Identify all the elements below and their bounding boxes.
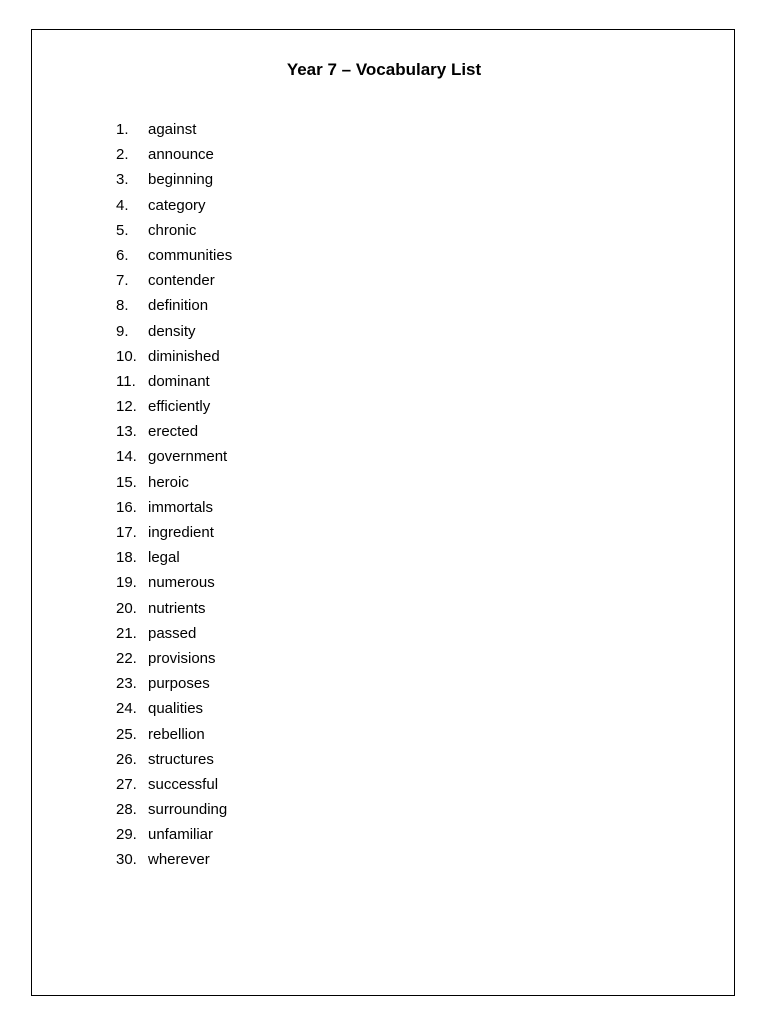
- list-item-number: 30.: [116, 851, 137, 869]
- page-title: Year 7 – Vocabulary List: [286, 60, 482, 79]
- list-item-number: 2.: [116, 146, 129, 164]
- list-item-word: ingredient: [148, 524, 214, 541]
- list-item-number: 22.: [116, 649, 137, 667]
- list-item-word: qualities: [148, 700, 204, 718]
- list-item-word: immortals: [148, 498, 214, 516]
- list-item-number: 16.: [116, 498, 137, 516]
- list-item-word: definition: [148, 297, 209, 315]
- list-item-word: heroic: [148, 473, 189, 491]
- list-item: [116, 799, 232, 824]
- list-item: [116, 472, 232, 497]
- list-item: [116, 195, 232, 220]
- list-item-word: efficiently: [148, 398, 211, 416]
- list-item-number: 20.: [116, 599, 137, 617]
- vocabulary-list: [116, 119, 232, 875]
- list-item: [116, 598, 232, 623]
- list-item: [116, 169, 232, 194]
- list-item-word: dominant: [148, 372, 210, 390]
- list-item: [116, 371, 232, 396]
- list-item: [116, 295, 232, 320]
- list-item-number: 3.: [116, 171, 129, 189]
- list-item: [116, 270, 232, 295]
- list-item: [116, 572, 232, 597]
- list-item-number: 18.: [116, 549, 137, 567]
- list-item-word: government: [148, 448, 228, 466]
- list-item: [116, 245, 232, 270]
- list-item-word: successful: [148, 775, 219, 793]
- list-item-number: 6.: [116, 246, 129, 264]
- list-item-number: 17.: [116, 524, 137, 541]
- list-item-number: 24.: [116, 700, 137, 718]
- list-item: [116, 724, 232, 749]
- list-item-number: 12.: [116, 398, 137, 416]
- list-item: [116, 119, 232, 144]
- list-item: [116, 346, 232, 371]
- list-item-number: 21.: [116, 624, 137, 642]
- list-item: [116, 144, 232, 169]
- list-item-word: nutrients: [148, 599, 206, 617]
- list-item: [116, 547, 232, 572]
- list-item-number: 1.: [116, 121, 129, 138]
- list-item-number: 10.: [116, 347, 137, 365]
- list-item-word: legal: [148, 549, 180, 567]
- list-item-word: communities: [148, 246, 233, 264]
- list-item: [116, 396, 232, 421]
- list-item-number: 11.: [116, 372, 136, 390]
- list-item: [116, 321, 232, 346]
- list-item-word: announce: [148, 146, 214, 164]
- list-item: [116, 698, 232, 723]
- list-item-word: rebellion: [148, 725, 205, 743]
- list-item-word: wherever: [148, 851, 210, 869]
- list-item-number: 19.: [116, 574, 137, 592]
- list-item-word: surrounding: [148, 801, 228, 819]
- list-item-word: beginning: [148, 171, 214, 189]
- list-item: [116, 446, 232, 471]
- list-item-number: 9.: [116, 322, 129, 340]
- list-item-word: structures: [148, 750, 214, 768]
- list-item-number: 23.: [116, 675, 137, 693]
- list-item: [116, 749, 232, 774]
- list-item-number: 25.: [116, 725, 137, 743]
- list-item: [116, 220, 232, 245]
- list-item: [116, 522, 232, 547]
- list-item: [116, 673, 232, 698]
- list-item-word: chronic: [148, 221, 197, 239]
- list-item-number: 26.: [116, 750, 137, 768]
- list-item-number: 27.: [116, 775, 137, 793]
- list-item-word: density: [148, 322, 196, 340]
- list-item-word: purposes: [148, 675, 210, 693]
- list-item-number: 8.: [116, 297, 129, 315]
- list-item: [116, 774, 232, 799]
- list-item: [116, 421, 232, 446]
- list-item-word: category: [148, 196, 206, 214]
- list-item-number: 4.: [116, 196, 129, 214]
- list-item: [116, 497, 232, 522]
- list-item-number: 5.: [116, 221, 129, 239]
- list-item-number: 28.: [116, 801, 137, 819]
- list-item-word: passed: [148, 624, 197, 642]
- list-item-word: provisions: [148, 649, 216, 667]
- list-item-word: unfamiliar: [148, 826, 214, 844]
- list-item-word: erected: [148, 423, 199, 441]
- list-item-word: numerous: [148, 574, 215, 592]
- list-item: [116, 824, 232, 849]
- list-item-word: against: [148, 121, 197, 138]
- list-item-number: 13.: [116, 423, 137, 441]
- list-item-number: 7.: [116, 272, 129, 290]
- list-item-number: 29.: [116, 826, 137, 844]
- list-item-number: 15.: [116, 473, 137, 491]
- list-item: [116, 849, 232, 874]
- list-item-word: diminished: [148, 347, 220, 365]
- list-item-word: contender: [148, 272, 215, 290]
- list-item-number: 14.: [116, 448, 137, 466]
- list-item: [116, 648, 232, 673]
- list-item: [116, 623, 232, 648]
